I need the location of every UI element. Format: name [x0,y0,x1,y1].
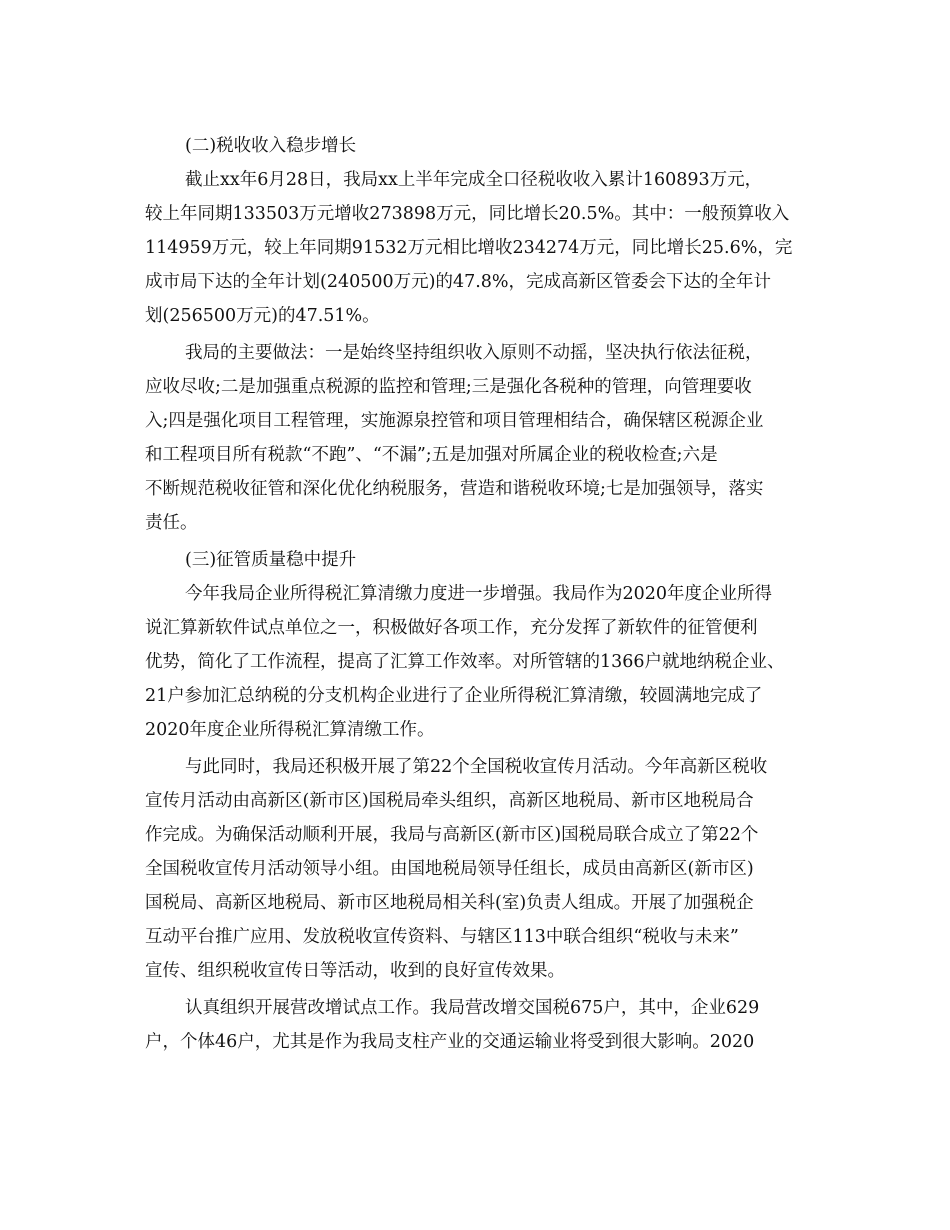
paragraph-line: 114959万元，较上年同期91532万元相比增收234274万元，同比增长25.6%，完 [145,238,793,258]
paragraph-line: 互动平台推广应用、发放税收宣传资料、与辖区113中联合组织“税收与未来” [145,927,739,947]
section-heading-tax-revenue: (二)税收收入稳步增长 [185,136,357,156]
paragraph-line: 较上年同期133503万元增收273898万元，同比增长20.5%。其中：一般预算收入 [145,204,790,224]
paragraph-line: 入;四是强化项目工程管理，实施源泉控管和项目管理相结合，确保辖区税源企业 [145,411,764,431]
paragraph-line: 责任。 [145,513,198,533]
paragraph-line: 今年我局企业所得税汇算清缴力度进一步增强。我局作为2020年度企业所得 [185,584,773,604]
paragraph-line: 我局的主要做法：一是始终坚持组织收入原则不动摇，坚决执行依法征税， [185,343,763,363]
paragraph-line: 不断规范税收征管和深化优化纳税服务，营造和谐税收环境;七是加强领导，落实 [145,479,764,499]
paragraph-line: 21户参加汇总纳税的分支机构企业进行了企业所得税汇算清缴，较圆满地完成了 [145,686,763,706]
paragraph-line: 作完成。为确保活动顺利开展，我局与高新区(新市区)国税局联合成立了第22个 [145,825,759,845]
paragraph-line: 应收尽收;二是加强重点税源的监控和管理;三是强化各税种的管理，向管理要收 [145,377,752,397]
paragraph-line: 全国税收宣传月活动领导小组。由国地税局领导任组长，成员由高新区(新市区) [145,859,754,879]
paragraph-line: 2020年度企业所得税汇算清缴工作。 [145,720,435,740]
paragraph-line: 与此同时，我局还积极开展了第22个全国税收宣传月活动。今年高新区税收 [185,757,768,777]
paragraph-line: 国税局、高新区地税局、新市区地税局相关科(室)负责人组成。开展了加强税企 [145,893,754,913]
paragraph-line: 认真组织开展营改增试点工作。我局营改增交国税675户，其中，企业629 [185,998,760,1018]
paragraph-line: 宣传月活动由高新区(新市区)国税局牵头组织，高新区地税局、新市区地税局合 [145,791,754,811]
paragraph-line: 宣传、组织税收宣传日等活动，收到的良好宣传效果。 [145,961,565,981]
paragraph-line: 优势，简化了工作流程，提高了汇算工作效率。对所管辖的1366户就地纳税企业、 [145,652,785,672]
paragraph-line: 截止xx年6月28日，我局xx上半年完成全口径税收收入累计160893万元， [185,170,763,190]
paragraph-line: 说汇算新软件试点单位之一，积极做好各项工作，充分发挥了新软件的征管便利 [145,618,758,638]
paragraph-line: 成市局下达的全年计划(240500万元)的47.8%，完成高新区管委会下达的全年计 [145,272,772,292]
section-heading-collection-quality: (三)征管质量稳中提升 [185,550,357,570]
paragraph-line: 户，个体46户，尤其是作为我局支柱产业的交通运输业将受到很大影响。2020 [145,1032,755,1052]
paragraph-line: 和工程项目所有税款“不跑”、“不漏”;五是加强对所属企业的税收检查;六是 [145,445,718,465]
paragraph-line: 划(256500万元)的47.51%。 [145,306,380,326]
